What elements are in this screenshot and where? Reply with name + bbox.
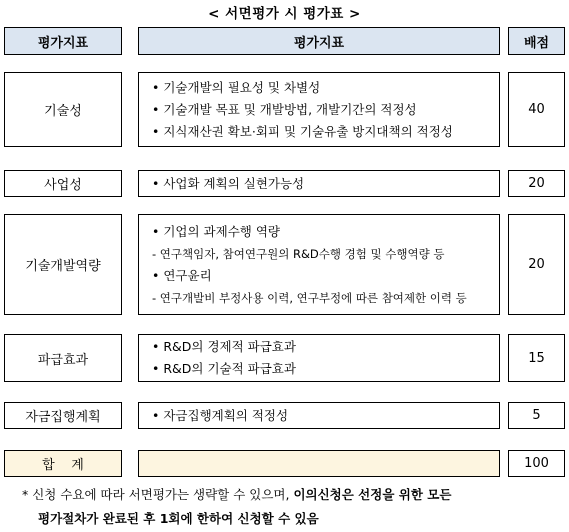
header-score: 배점	[508, 27, 565, 55]
criterion-item: • R&D의 기술적 파급효과	[152, 361, 296, 376]
row-score-technology: 40	[508, 72, 565, 147]
header-indicator: 평가지표	[4, 27, 122, 55]
row-criteria-capability	[138, 214, 500, 315]
criterion-item: • 기술개발 목표 및 개발방법, 개발기간의 적정성	[152, 101, 417, 117]
criterion-item: • 기술개발의 필요성 및 차별성	[152, 79, 321, 95]
row-score-impact: 15	[508, 334, 565, 382]
criterion-item: • 자금집행계획의 적정성	[152, 407, 289, 423]
row-label-funding: 자금집행계획	[4, 402, 122, 429]
criterion-item: • 사업화 계획의 실현가능성	[152, 175, 305, 191]
row-criteria-business	[138, 170, 500, 197]
footnote-bold: 이의신청은 선정을 위한 모든	[293, 487, 452, 502]
footnote-line-2	[38, 509, 319, 527]
header-criteria: 평가지표	[138, 27, 500, 55]
row-score-business: 20	[508, 170, 565, 197]
footnote-bold-2: 평가절차가 완료된 후 1회에 한하여 신청할 수 있음	[38, 511, 319, 526]
criterion-item: • R&D의 경제적 파급효과	[152, 339, 296, 354]
footnote-line-1	[22, 485, 451, 503]
criterion-item: • 연구윤리	[152, 267, 212, 283]
criterion-subitem: - 연구책임자, 참여연구원의 R&D수행 경험 및 수행역량 등	[152, 246, 445, 261]
criterion-item: • 지식재산권 확보·회피 및 기술유출 방지대책의 적정성	[152, 123, 453, 139]
total-label: 합 계	[4, 450, 122, 477]
row-label-capability: 기술개발역량	[4, 214, 122, 315]
total-score: 100	[508, 450, 565, 477]
total-criteria	[138, 450, 500, 477]
page-title: < 서면평가 시 평가표 >	[208, 6, 361, 22]
criterion-subitem: - 연구개발비 부정사용 이력, 연구부정에 따른 참여제한 이력 등	[152, 290, 467, 305]
row-label-impact: 파급효과	[4, 334, 122, 382]
row-score-capability: 20	[508, 214, 565, 315]
row-label-technology: 기술성	[4, 72, 122, 147]
criterion-item: • 기업의 과제수행 역량	[152, 223, 280, 239]
row-score-funding: 5	[508, 402, 565, 429]
footnote-plain: * 신청 수요에 따라 서면평가는 생략할 수 있으며,	[22, 487, 294, 502]
row-criteria-technology	[138, 72, 500, 147]
row-label-business: 사업성	[4, 170, 122, 197]
row-criteria-impact	[138, 334, 500, 382]
row-criteria-funding	[138, 402, 500, 429]
